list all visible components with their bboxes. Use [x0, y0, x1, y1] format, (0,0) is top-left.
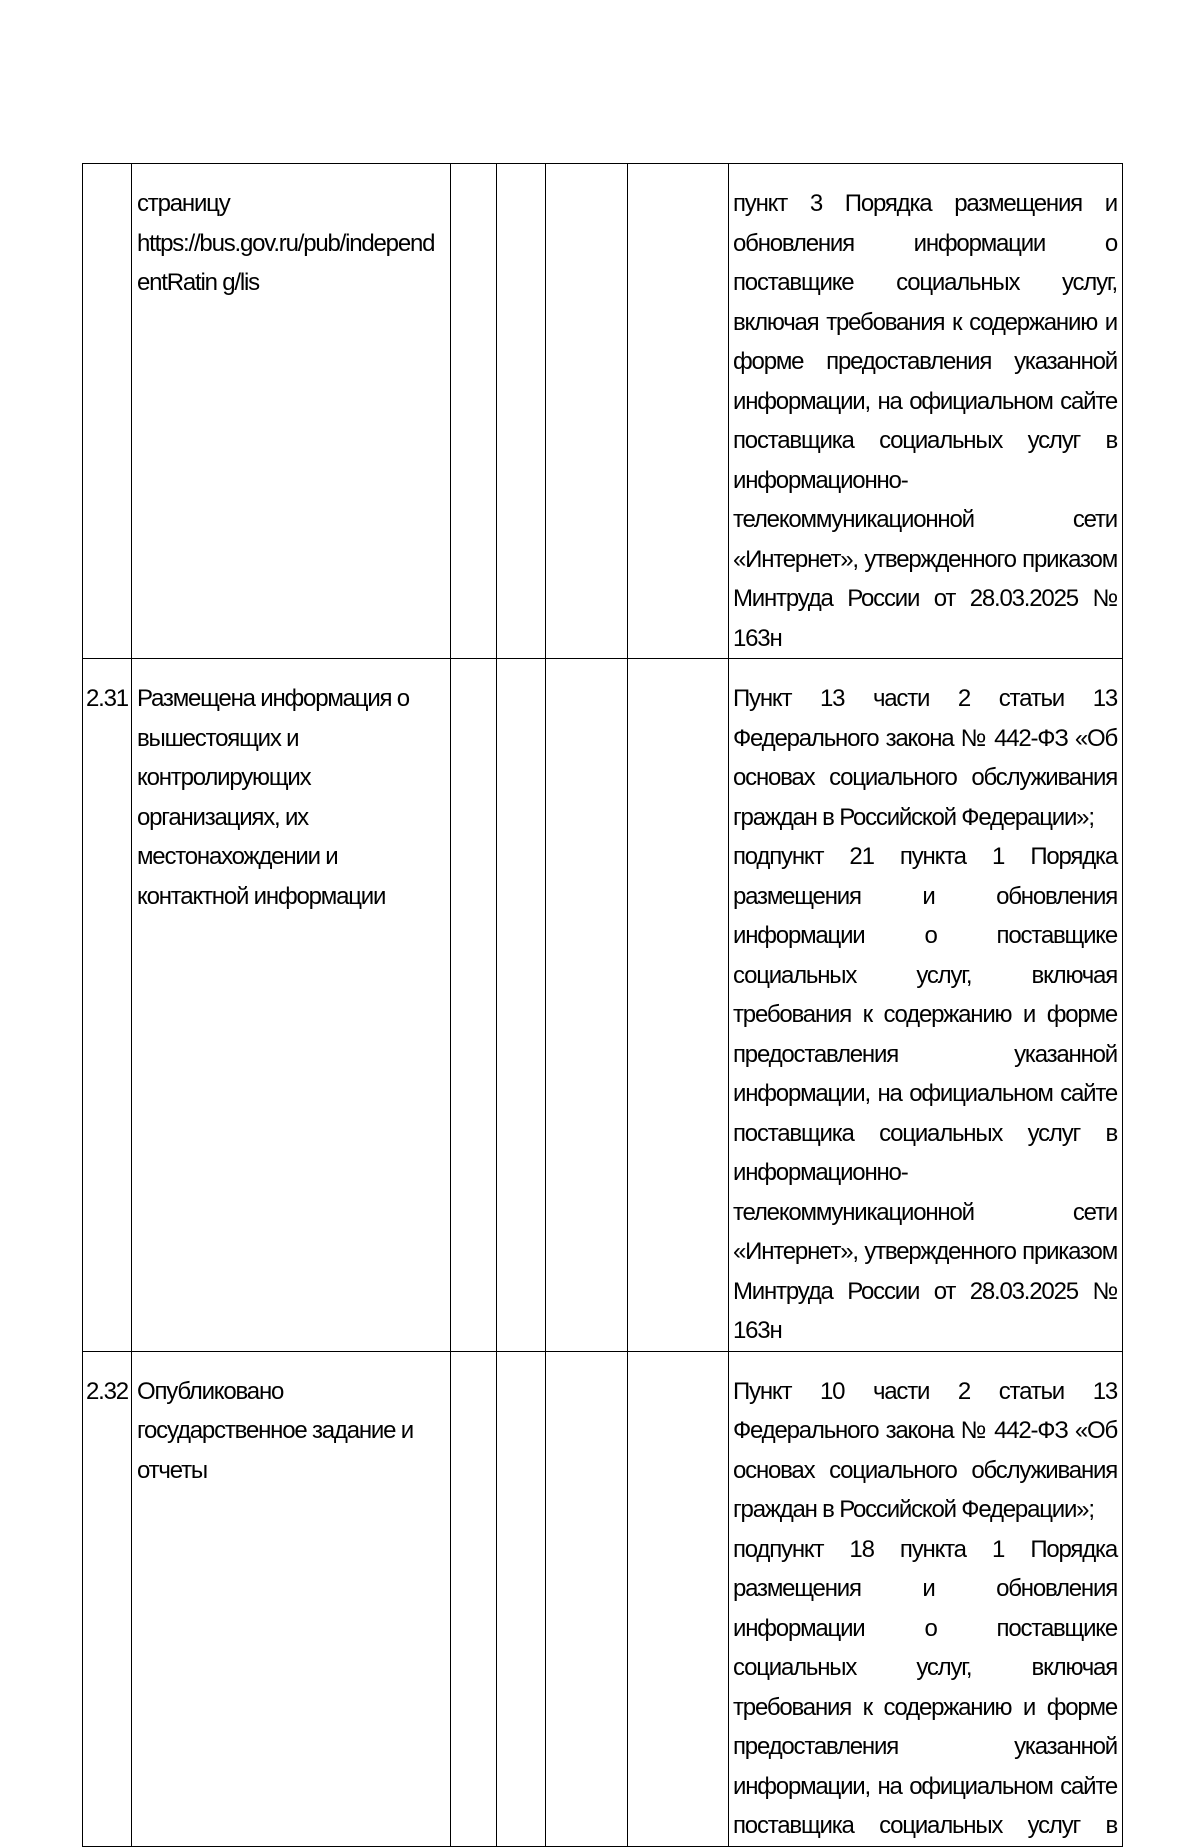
legal-basis-paragraph: Пункт 13 части 2 статьи 13 Федерального закона № 442-ФЗ «Об основах социального обслуживания граждан в Российской Федерации»; — [733, 685, 1117, 831]
requirement-name-cell — [132, 1351, 451, 1846]
empty-cell — [628, 1351, 729, 1846]
empty-cell — [497, 659, 546, 1352]
empty-cell — [451, 659, 497, 1352]
requirement-name-text: Размещена информация о вышестоящих и контролирующих организациях, их местонахождении и контактной информации — [137, 685, 409, 910]
empty-cell — [451, 164, 497, 659]
table-row — [83, 164, 1123, 659]
empty-cell — [546, 1351, 628, 1846]
requirement-name-text: страницу — [137, 190, 230, 217]
empty-cell — [546, 164, 628, 659]
requirement-name-cell — [132, 659, 451, 1352]
legal-basis-paragraph: пункт 3 Порядка размещения и обновления информации о поставщике социальных услуг, включая требования к содержанию и форме предоставления указанной информации, на официальном сайте поставщика социальных услуг в информационно-телекоммуникационной сети «Интернет», утвержденного приказом Минтруда России от 28.03.2025 № 163н — [733, 190, 1117, 652]
requirement-url-text: https://bus.gov.ru/pub/independentRatin g/lis — [137, 229, 435, 296]
requirement-name-cell — [132, 164, 451, 659]
legal-basis-cell — [729, 1351, 1123, 1846]
empty-cell — [628, 164, 729, 659]
table-row — [83, 1351, 1123, 1846]
legal-basis-cell — [729, 164, 1123, 659]
empty-cell — [628, 659, 729, 1352]
legal-basis-paragraph: Пункт 10 части 2 статьи 13 Федерального закона № 442-ФЗ «Об основах социального обслуживания граждан в Российской Федерации»; — [733, 1377, 1117, 1523]
row-number-cell — [83, 1351, 132, 1846]
empty-cell — [546, 659, 628, 1352]
legal-basis-cell — [729, 659, 1123, 1352]
legal-basis-paragraph: подпункт 21 пункта 1 Порядка размещения и обновления информации о поставщике социальных услуг, включая требования к содержанию и форме предоставления указанной информации, на официальном сайте поставщика социальных услуг в информационно-телекоммуникационной сети «Интернет», утвержденного приказом Минтруда России от 28.03.2025 № 163н — [733, 843, 1117, 1344]
empty-cell — [497, 164, 546, 659]
empty-cell — [497, 1351, 546, 1846]
row-number: 2.32 — [86, 1377, 128, 1405]
legal-basis-paragraph: подпункт 18 пункта 1 Порядка размещения и обновления информации о поставщике социальных услуг, включая требования к содержанию и форме предоставления указанной информации, на официальном сайте поставщика социальных услуг в — [733, 1535, 1117, 1839]
row-number-cell — [83, 164, 132, 659]
requirements-table — [82, 163, 1123, 1847]
table-row — [83, 659, 1123, 1352]
row-number: 2.31 — [86, 685, 128, 712]
empty-cell — [451, 1351, 497, 1846]
row-number-cell — [83, 659, 132, 1352]
requirement-name-text: Опубликовано государственное задание и отчеты — [137, 1377, 413, 1484]
